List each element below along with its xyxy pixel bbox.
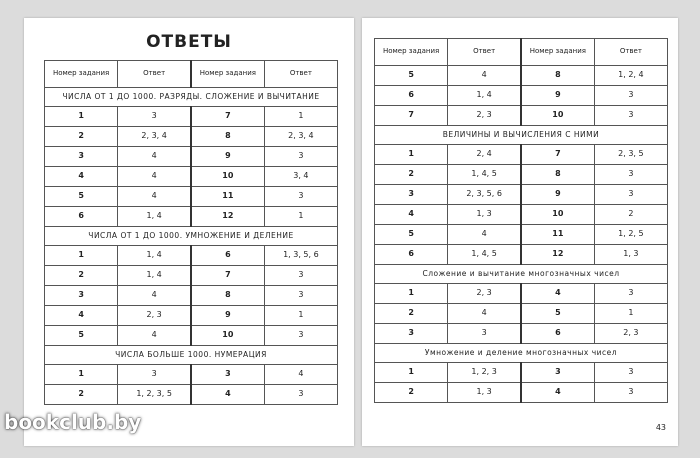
table-row [375, 225, 668, 245]
table-row [45, 107, 338, 127]
section-heading-row [375, 265, 668, 284]
task-number-cell: 2 [375, 383, 448, 403]
table-row [45, 147, 338, 167]
task-number-cell: 4 [45, 167, 118, 187]
answer-cell: 2, 3, 5, 6 [448, 185, 521, 205]
answer-cell: 3 [448, 324, 521, 344]
section-heading-row [375, 126, 668, 145]
table-row [375, 363, 668, 383]
left-answers-table [44, 60, 338, 405]
answer-cell: 1, 4, 5 [448, 165, 521, 185]
header-row [375, 39, 668, 66]
answer-cell: 1, 3 [448, 383, 521, 403]
answer-cell: 3, 4 [264, 167, 337, 187]
answer-cell: 3 [594, 165, 667, 185]
answer-cell: 2, 3 [448, 284, 521, 304]
answer-cell: 4 [448, 304, 521, 324]
answer-cell: 3 [118, 107, 191, 127]
answer-cell: 3 [264, 266, 337, 286]
task-number-cell: 7 [191, 107, 264, 127]
table-row [375, 383, 668, 403]
table-row [45, 286, 338, 306]
header-answer: Ответ [264, 61, 337, 88]
task-number-cell: 2 [45, 127, 118, 147]
task-number-cell: 6 [191, 246, 264, 266]
answer-cell: 3 [594, 106, 667, 126]
answer-cell: 2, 3, 4 [118, 127, 191, 147]
task-number-cell: 3 [191, 365, 264, 385]
answer-cell: 1, 4 [118, 266, 191, 286]
task-number-cell: 4 [521, 383, 594, 403]
task-number-cell: 6 [375, 245, 448, 265]
task-number-cell: 3 [375, 324, 448, 344]
header-task-number: Номер задания [191, 61, 264, 88]
task-number-cell: 8 [521, 165, 594, 185]
answer-cell: 4 [118, 147, 191, 167]
task-number-cell: 12 [191, 207, 264, 227]
task-number-cell: 1 [45, 365, 118, 385]
answer-cell: 2, 3, 5 [594, 145, 667, 165]
table-row [375, 165, 668, 185]
task-number-cell: 5 [375, 66, 448, 86]
answer-cell: 1 [264, 306, 337, 326]
answer-cell: 4 [118, 286, 191, 306]
section-heading-row [45, 227, 338, 246]
header-task-number: Номер задания [521, 39, 594, 66]
table-row [45, 385, 338, 405]
answer-cell: 4 [118, 187, 191, 207]
answer-cell: 2, 3 [448, 106, 521, 126]
task-number-cell: 8 [191, 286, 264, 306]
answer-cell: 2, 3 [118, 306, 191, 326]
task-number-cell: 6 [521, 324, 594, 344]
task-number-cell: 7 [521, 145, 594, 165]
answer-cell: 3 [594, 86, 667, 106]
answer-cell: 1, 3 [448, 205, 521, 225]
watermark: bookclub.by [4, 410, 142, 434]
task-number-cell: 2 [45, 266, 118, 286]
task-number-cell: 4 [191, 385, 264, 405]
answer-cell: 3 [264, 187, 337, 207]
task-number-cell: 11 [191, 187, 264, 207]
task-number-cell: 3 [45, 147, 118, 167]
answer-cell: 2 [594, 205, 667, 225]
task-number-cell: 3 [521, 363, 594, 383]
answer-cell: 3 [264, 326, 337, 346]
section-title: ВЕЛИЧИНЫ И ВЫЧИСЛЕНИЯ С НИМИ [375, 126, 668, 145]
answer-cell: 1 [264, 107, 337, 127]
task-number-cell: 11 [521, 225, 594, 245]
task-number-cell: 5 [45, 326, 118, 346]
answer-cell: 3 [594, 185, 667, 205]
task-number-cell: 8 [521, 66, 594, 86]
task-number-cell: 1 [375, 284, 448, 304]
answers-title: ОТВЕТЫ [146, 32, 232, 52]
answer-cell: 2, 4 [448, 145, 521, 165]
task-number-cell: 10 [191, 326, 264, 346]
table-row [45, 167, 338, 187]
task-number-cell: 1 [45, 246, 118, 266]
answer-cell: 3 [594, 363, 667, 383]
section-title: ЧИСЛА БОЛЬШЕ 1000. НУМЕРАЦИЯ [45, 346, 338, 365]
answer-cell: 1, 2, 3 [448, 363, 521, 383]
task-number-cell: 12 [521, 245, 594, 265]
answer-cell: 4 [118, 167, 191, 187]
answer-cell: 4 [448, 66, 521, 86]
section-heading-row [375, 344, 668, 363]
task-number-cell: 3 [45, 286, 118, 306]
task-number-cell: 2 [45, 385, 118, 405]
task-number-cell: 5 [45, 187, 118, 207]
task-number-cell: 10 [521, 205, 594, 225]
table-row [375, 185, 668, 205]
task-number-cell: 2 [375, 304, 448, 324]
answer-cell: 3 [264, 385, 337, 405]
task-number-cell: 1 [375, 363, 448, 383]
task-number-cell: 5 [375, 225, 448, 245]
answer-cell: 1, 3 [594, 245, 667, 265]
table-row [375, 304, 668, 324]
task-number-cell: 9 [521, 185, 594, 205]
task-number-cell: 1 [375, 145, 448, 165]
task-number-cell: 10 [191, 167, 264, 187]
answer-cell: 2, 3, 4 [264, 127, 337, 147]
section-title: ЧИСЛА ОТ 1 ДО 1000. РАЗРЯДЫ. СЛОЖЕНИЕ И ВЫЧИТАНИЕ [45, 88, 338, 107]
header-row [45, 61, 338, 88]
table-row [375, 284, 668, 304]
task-number-cell: 1 [45, 107, 118, 127]
answer-cell: 4 [118, 326, 191, 346]
task-number-cell: 9 [191, 147, 264, 167]
answer-cell: 1 [594, 304, 667, 324]
table-row [45, 266, 338, 286]
answer-cell: 3 [264, 147, 337, 167]
answer-cell: 4 [448, 225, 521, 245]
header-task-number: Номер задания [45, 61, 118, 88]
answer-cell: 1, 2, 4 [594, 66, 667, 86]
right-answers-table [374, 38, 668, 403]
table-row [375, 66, 668, 86]
left-page [24, 18, 354, 446]
answer-cell: 1, 2, 3, 5 [118, 385, 191, 405]
table-row [45, 187, 338, 207]
table-row [45, 365, 338, 385]
task-number-cell: 4 [521, 284, 594, 304]
answer-cell: 3 [118, 365, 191, 385]
answer-cell: 1, 2, 5 [594, 225, 667, 245]
task-number-cell: 5 [521, 304, 594, 324]
task-number-cell: 6 [375, 86, 448, 106]
header-answer: Ответ [118, 61, 191, 88]
section-title: Умножение и деление многозначных чисел [375, 344, 668, 363]
header-task-number: Номер задания [375, 39, 448, 66]
answer-cell: 1 [264, 207, 337, 227]
table-row [45, 207, 338, 227]
table-row [375, 145, 668, 165]
answer-cell: 1, 4, 5 [448, 245, 521, 265]
answer-cell: 2, 3 [594, 324, 667, 344]
table-row [45, 306, 338, 326]
right-page [362, 18, 678, 446]
table-row [375, 245, 668, 265]
task-number-cell: 4 [45, 306, 118, 326]
task-number-cell: 10 [521, 106, 594, 126]
answer-cell: 1, 4 [118, 207, 191, 227]
answer-cell: 1, 3, 5, 6 [264, 246, 337, 266]
task-number-cell: 9 [191, 306, 264, 326]
section-heading-row [45, 88, 338, 107]
section-title: Сложение и вычитание многозначных чисел [375, 265, 668, 284]
answer-cell: 3 [594, 383, 667, 403]
task-number-cell: 7 [191, 266, 264, 286]
table-row [375, 205, 668, 225]
header-answer: Ответ [448, 39, 521, 66]
task-number-cell: 2 [375, 165, 448, 185]
table-row [375, 106, 668, 126]
answer-cell: 1, 4 [118, 246, 191, 266]
table-row [375, 324, 668, 344]
task-number-cell: 8 [191, 127, 264, 147]
task-number-cell: 7 [375, 106, 448, 126]
task-number-cell: 4 [375, 205, 448, 225]
table-row [45, 246, 338, 266]
table-row [45, 127, 338, 147]
header-answer: Ответ [594, 39, 667, 66]
task-number-cell: 6 [45, 207, 118, 227]
table-row [375, 86, 668, 106]
answer-cell: 4 [264, 365, 337, 385]
answer-cell: 3 [594, 284, 667, 304]
task-number-cell: 3 [375, 185, 448, 205]
table-row [45, 326, 338, 346]
answer-cell: 3 [264, 286, 337, 306]
section-heading-row [45, 346, 338, 365]
section-title: ЧИСЛА ОТ 1 ДО 1000. УМНОЖЕНИЕ И ДЕЛЕНИЕ [45, 227, 338, 246]
answer-cell: 1, 4 [448, 86, 521, 106]
page-number: 43 [655, 423, 666, 432]
task-number-cell: 9 [521, 86, 594, 106]
